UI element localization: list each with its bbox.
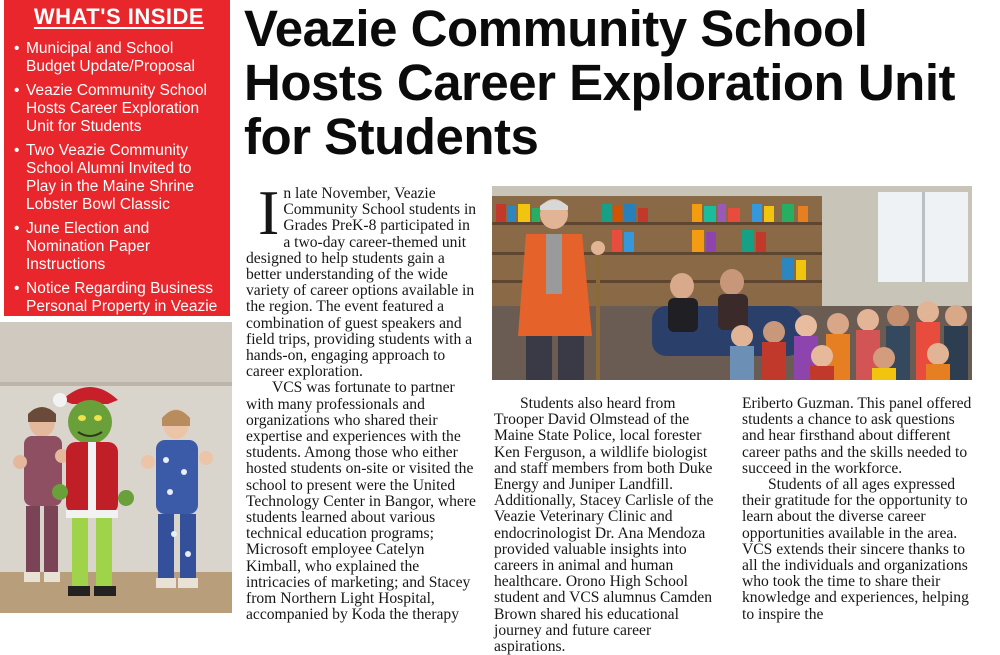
inside-item-property-notice[interactable]: • Notice Regarding Business Personal Property in Veazie xyxy=(14,280,218,315)
article-column-3 xyxy=(742,396,974,623)
article-column-1 xyxy=(246,177,478,624)
whats-inside-title: WHAT'S INSIDE xyxy=(33,4,205,29)
grinch-photo xyxy=(0,322,232,613)
inside-item-lobster-bowl[interactable]: • Two Veazie Community School Alumni Invited to Play in the Maine Shrine Lobster Bowl Classic xyxy=(14,142,195,213)
article-paragraph-5: Students of all ages expressed their gratitude for the opportunity to learn about the diverse career opportunities available in the area. VCS extends their sincere thanks to all the individuals and organizations who took the time to share their knowledge and experiences, helping to inspire the xyxy=(742,476,969,623)
classroom-photo xyxy=(492,186,972,380)
inside-item-election[interactable]: • June Election and Nomination Paper Instructions xyxy=(14,220,151,273)
drop-cap: I xyxy=(258,177,280,248)
article-paragraph-1: In late November, Veazie Community School students in Grades PreK-8 participated in a two-day career-themed unit designed to help students gain a better understanding of the wide variety of career options available in the region. The event featured a combination of guest speakers and field trips, providing students with a hands-on, engaging approach to career exploration. xyxy=(246,177,477,381)
article-paragraph-4: Eriberto Guzman. This panel offered students a chance to ask questions and hear firsthand about different career paths and the skills needed to succeed in the workforce. xyxy=(742,395,972,477)
whats-inside-box xyxy=(4,0,230,316)
article-column-2 xyxy=(494,396,726,655)
article-paragraph-2: VCS was fortunate to partner with many professionals and organizations who shared their expertise and experiences with the students. Among those who either hosted students on-site or visited the school to present were the United Technology Center in Bangor, where students learned about various technical education programs; Microsoft employee Catelyn Kimball, who explained the intricacies of marketing; and Stacey from Northern Light Hospital, accompanied by Koda the therapy xyxy=(246,379,476,624)
article-headline: Veazie Community School Hosts Career Exploration Unit for Students xyxy=(244,0,955,165)
inside-item-budget[interactable]: • Municipal and School Budget Update/Proposal xyxy=(14,40,195,75)
inside-item-career-unit[interactable]: • Veazie Community School Hosts Career Exploration Unit for Students xyxy=(14,82,207,135)
whats-inside-list xyxy=(14,40,224,316)
article-paragraph-3: Students also heard from Trooper David Olmstead of the Maine State Police, local forester Ken Ferguson, a wildlife biologist and staff members from both Duke Energy and Juniper Landfill. Additionally, Stacey Carlisle of the Veazie Veterinary Clinic and endocrinologist Dr. Ana Mendoza provided valuable insights into careers in animal and human healthcare. Orono High School student and VCS alumnus Camden Brown shared his educational journey and future career aspirations. xyxy=(494,395,714,655)
